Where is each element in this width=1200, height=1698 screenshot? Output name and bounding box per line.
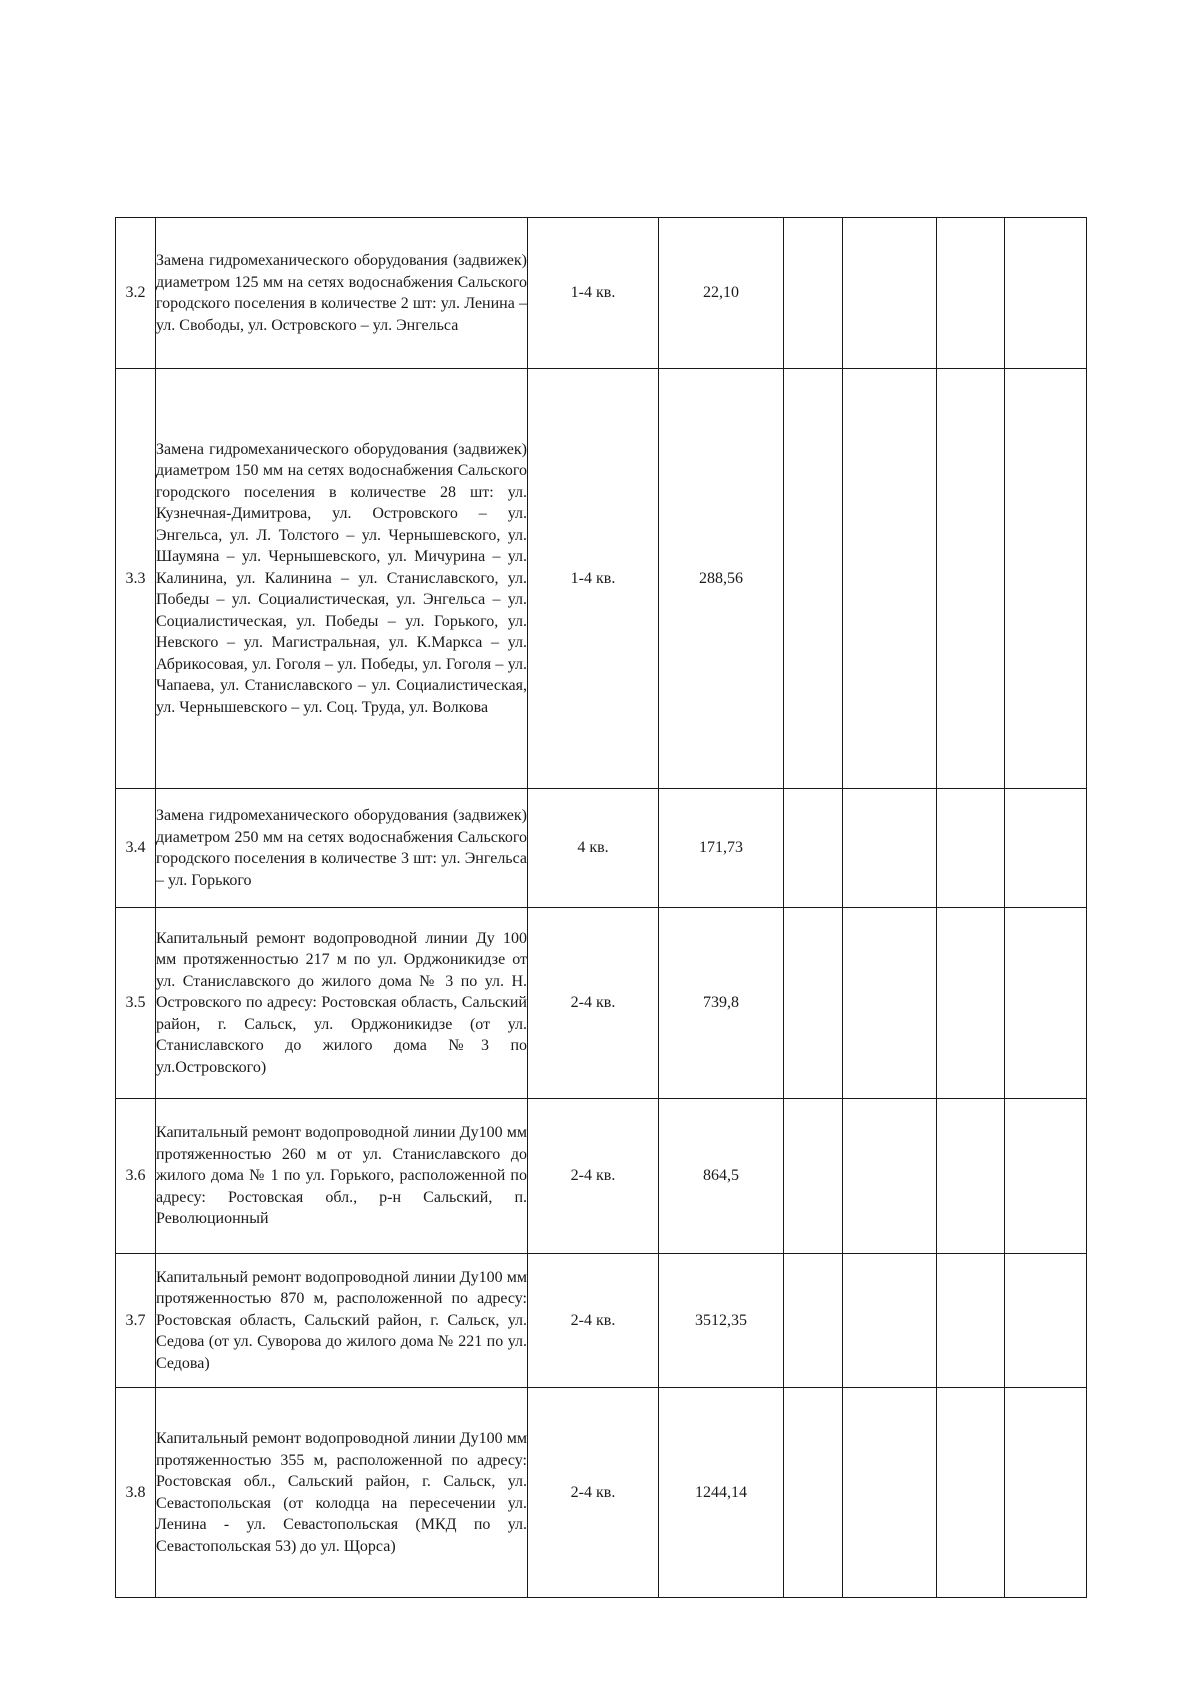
- empty-cell: [784, 218, 843, 369]
- empty-cell: [843, 1388, 937, 1598]
- work-amount: 171,73: [659, 789, 784, 908]
- empty-cell: [784, 908, 843, 1099]
- empty-cell: [1005, 789, 1087, 908]
- table-row: [116, 369, 1087, 789]
- work-period: 1-4 кв.: [528, 218, 659, 369]
- work-period: 4 кв.: [528, 789, 659, 908]
- empty-cell: [1005, 218, 1087, 369]
- work-description: Капитальный ремонт водопроводной линии Ду100 мм протяженностью 870 м, расположенной по адресу: Ростовская область, Сальский район, г. Сальск, ул. Седова (от ул. Суворова до жилого дома № 221 по ул. Седова): [156, 1254, 528, 1388]
- work-description: Замена гидромеханического оборудования (задвижек) диаметром 250 мм на сетях водоснабжения Сальского городского поселения в количестве 3 шт: ул. Энгельса – ул. Горького: [156, 789, 528, 908]
- work-description: Капитальный ремонт водопроводной линии Ду 100 мм протяженностью 217 м по ул. Орджоникидзе от ул. Станиславского до жилого дома № 3 по ул. Н. Островского по адресу: Ростовская область, Сальский район, г. Сальск, ул. Орджоникидзе (от ул. Станиславского до жилого дома №3 по ул.Островского): [156, 908, 528, 1099]
- empty-cell: [937, 1388, 1005, 1598]
- work-description: Капитальный ремонт водопроводной линии Ду100 мм протяженностью 260 м от ул. Станиславского до жилого дома № 1 по ул. Горького, расположенной по адресу: Ростовская обл., р-н Сальский, п. Революционный: [156, 1099, 528, 1254]
- empty-cell: [937, 218, 1005, 369]
- table-row: [116, 218, 1087, 369]
- work-period: 2-4 кв.: [528, 908, 659, 1099]
- work-description: Замена гидромеханического оборудования (задвижек) диаметром 150 мм на сетях водоснабжения Сальского городского поселения в количестве 28 шт: ул. Кузнечная-Димитрова, ул. Островского – ул. Энгельса, ул. Л. Толстого – ул. Чернышевского, ул. Шаумяна – ул. Чернышевского, ул. Мичурина – ул. Калинина, ул. Калинина – ул. Станиславского, ул. Победы – ул. Социалистическая, ул. Энгельса – ул. Социалистическая, ул. Победы – ул. Горького, ул. Невского – ул. Магистральная, ул. К.Маркса – ул. Абрикосовая, ул. Гоголя – ул. Победы, ул. Гоголя – ул. Чапаева, ул. Станиславского – ул. Социалистическая, ул. Чернышевского – ул. Соц. Труда, ул. Волкова: [156, 369, 528, 789]
- empty-cell: [937, 908, 1005, 1099]
- work-amount: 1244,14: [659, 1388, 784, 1598]
- work-amount: 3512,35: [659, 1254, 784, 1388]
- empty-cell: [843, 908, 937, 1099]
- work-period: 2-4 кв.: [528, 1388, 659, 1598]
- table-row: [116, 789, 1087, 908]
- work-amount: 739,8: [659, 908, 784, 1099]
- row-number: 3.3: [116, 369, 156, 789]
- row-number: 3.4: [116, 789, 156, 908]
- work-period: 2-4 кв.: [528, 1099, 659, 1254]
- empty-cell: [784, 1388, 843, 1598]
- empty-cell: [937, 1099, 1005, 1254]
- empty-cell: [1005, 908, 1087, 1099]
- row-number: 3.8: [116, 1388, 156, 1598]
- empty-cell: [1005, 369, 1087, 789]
- row-number: 3.6: [116, 1099, 156, 1254]
- empty-cell: [843, 218, 937, 369]
- row-number: 3.5: [116, 908, 156, 1099]
- empty-cell: [1005, 1388, 1087, 1598]
- empty-cell: [784, 369, 843, 789]
- empty-cell: [784, 1254, 843, 1388]
- work-period: 1-4 кв.: [528, 369, 659, 789]
- work-description: Капитальный ремонт водопроводной линии Ду100 мм протяженностью 355 м, расположенной по адресу: Ростовская обл., Сальский район, г. Сальск, ул. Севастопольская (от колодца на пересечении ул. Ленина - ул. Севастопольская (МКД по ул. Севастопольская 53) до ул. Щорса): [156, 1388, 528, 1598]
- empty-cell: [843, 1254, 937, 1388]
- empty-cell: [784, 1099, 843, 1254]
- empty-cell: [784, 789, 843, 908]
- empty-cell: [843, 369, 937, 789]
- empty-cell: [937, 369, 1005, 789]
- work-amount: 288,56: [659, 369, 784, 789]
- empty-cell: [843, 789, 937, 908]
- empty-cell: [1005, 1254, 1087, 1388]
- empty-cell: [1005, 1099, 1087, 1254]
- row-number: 3.2: [116, 218, 156, 369]
- work-period: 2-4 кв.: [528, 1254, 659, 1388]
- work-amount: 22,10: [659, 218, 784, 369]
- table-row: [116, 1388, 1087, 1598]
- works-table: [115, 217, 1087, 1598]
- empty-cell: [843, 1099, 937, 1254]
- table-row: [116, 1099, 1087, 1254]
- work-description: Замена гидромеханического оборудования (задвижек) диаметром 125 мм на сетях водоснабжения Сальского городского поселения в количестве 2 шт: ул. Ленина – ул. Свободы, ул. Островского – ул. Энгельса: [156, 218, 528, 369]
- work-amount: 864,5: [659, 1099, 784, 1254]
- empty-cell: [937, 1254, 1005, 1388]
- table-row: [116, 1254, 1087, 1388]
- row-number: 3.7: [116, 1254, 156, 1388]
- empty-cell: [937, 789, 1005, 908]
- table-row: [116, 908, 1087, 1099]
